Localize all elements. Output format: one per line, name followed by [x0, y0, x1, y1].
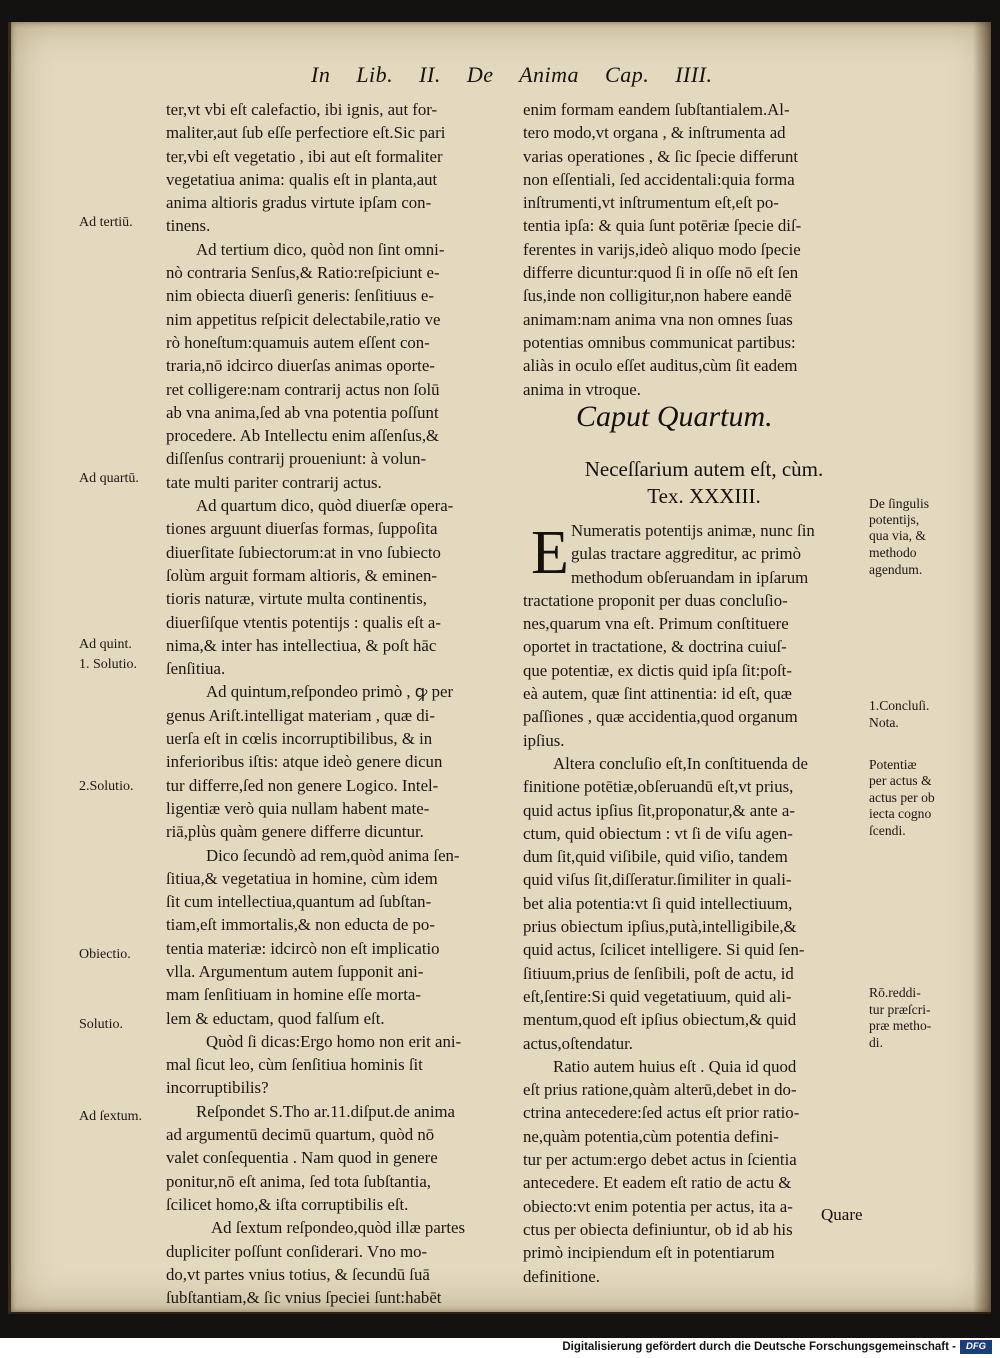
text-line: bet alia potentia:vt ſi quid intellectiuum,: [523, 893, 793, 913]
text-line: animam:nam anima vna non omnes ſuas: [523, 309, 793, 329]
text-line: ſitiuum,prius de ſenſibili, poſt de actu, id: [523, 963, 794, 983]
section-text-number: Tex. XXXIII.: [647, 484, 761, 508]
text-line: nim obiecta diuerſi generis: ſenſitiuus e-: [166, 286, 434, 306]
text-line: ſubſtantiam,& ſic vnius ſpeciei ſunt:habēt: [166, 1288, 442, 1308]
text-line: tinens.: [166, 216, 211, 236]
text-line: tero modo,vt organa , & inſtrumenta ad: [523, 123, 786, 143]
text-line: vegetatiua anima: qualis eſt in planta,aut: [166, 169, 438, 189]
book-page: [8, 22, 991, 1314]
text-line: Quòd ſi dicas:Ergo homo non erit ani-: [206, 1031, 462, 1051]
text-line: definitione.: [523, 1266, 600, 1286]
margin-note: Potentiæ: [869, 757, 917, 772]
text-line: quid viſus ſit,diſſeratur.ſimiliter in quali-: [523, 870, 792, 890]
text-line: anima in vtroque.: [523, 379, 641, 399]
text-line: nima,& inter has intellectiua, & poſt hāc: [166, 635, 437, 655]
text-line: dum ſit,quid viſibile, quid viſio, tandem: [523, 847, 788, 867]
text-line: obiecto:vt enim potentia per actus, ita a-: [523, 1196, 793, 1216]
margin-note: Solutio.: [79, 1017, 123, 1032]
text-line: Altera concluſio eſt,In conſtituenda de: [553, 753, 808, 773]
text-line: Numeratis potentijs animæ, nunc ſin: [571, 521, 815, 540]
text-line: non eſſentiali, ſed accidentali:quia forma: [523, 169, 795, 189]
margin-note: methodo: [869, 545, 917, 560]
text-line: vlla. Argumentum autem ſupponit ani-: [166, 961, 424, 981]
text-line: Reſpondet S.Tho ar.11.diſput.de anima: [196, 1101, 455, 1121]
right-column-bottom: [523, 519, 868, 1288]
text-line: mam ſenſitiuam in homine eſſe morta-: [166, 985, 421, 1005]
text-line: ctus per obiecta definiuntur, ob id ab his: [523, 1219, 793, 1239]
text-line: ctrina antecedere:ſed actus eſt prior ratio-: [523, 1103, 800, 1123]
margin-note: præ metho-: [869, 1018, 932, 1033]
margin-note: actus per ob: [869, 790, 935, 805]
text-line: nò contraria Senſus,& Ratio:reſpiciunt e-: [166, 263, 440, 283]
text-line: tioris naturæ, virtute multa continentis,: [166, 589, 428, 609]
text-line: nim appetitus reſpicit delectabile,ratio ve: [166, 309, 441, 329]
text-line: ſit cum intellectiua,quantum ad ſubſtan-: [166, 892, 432, 912]
margin-note: di.: [869, 1035, 883, 1050]
text-line: antecedere. Et eadem eſt ratio de actu &: [523, 1173, 792, 1193]
text-line: diuerſiſque vtentis potentijs : qualis eſt a-: [166, 612, 441, 632]
left-column: [166, 98, 521, 1309]
text-line: ponitur,nō eſt anima, ſed tota ſubſtantia,: [166, 1171, 431, 1191]
margin-note: Ad quartū.: [79, 471, 139, 486]
text-line: uerſa eſt in cœlis incorruptibilibus, & in: [166, 729, 433, 749]
text-line: ſus,inde non colligitur,non habere eandē: [523, 286, 792, 306]
margin-note: agendum.: [869, 562, 923, 577]
text-line: mal ſicut leo, cùm ſenſitiua hominis ſit: [166, 1055, 423, 1075]
margin-note: ſcendi.: [869, 823, 906, 838]
text-line: inſtrumenti,vt inſtrumentum eſt,eſt po-: [523, 193, 779, 213]
text-line: tentia ipſa: & quia ſunt potēriæ ſpecie diſ-: [523, 216, 802, 236]
margin-note: 1.Concluſi.: [869, 698, 930, 713]
section-heading-text: Neceſſarium autem eſt, cùm.: [584, 457, 824, 481]
text-line: Ad quintum,reſpondeo primò , ꝙ per: [206, 682, 454, 702]
text-line: diſſenſus contrarij proueniunt: à volun-: [166, 449, 427, 469]
text-line: riā,plùs quàm genere differre dicuntur.: [166, 822, 424, 842]
text-line: ipſius.: [523, 730, 565, 750]
margin-note: potentijs,: [869, 512, 920, 527]
text-line: mentum,quod eſt ipſius obiectum,& quid: [523, 1010, 797, 1030]
margin-note: Ad quint.: [79, 637, 132, 652]
text-line: eà autem, quæ ſint attinentia: id eſt, quæ: [523, 684, 792, 704]
text-line: enim formam eandem ſubſtantialem.Al-: [523, 100, 790, 119]
margin-note: iecta cogno: [869, 806, 932, 821]
text-line: prius obiectum ipſius,putà,intelligibile,&: [523, 917, 797, 937]
margin-note: tur præſcri-: [869, 1002, 931, 1017]
running-head: In Lib. II. De Anima Cap. IIII.: [311, 62, 713, 87]
text-line: ſcilicet homo,& iſta corruptibilis eſt.: [166, 1194, 409, 1214]
text-line: Ratio autem huius eſt . Quia id quod: [553, 1056, 797, 1076]
text-line: procedere. Ab Intellectu enim aſſenſus,&: [166, 426, 440, 446]
text-line: quid actus ipſius ſit,proponatur,& ante a-: [523, 800, 795, 820]
text-line: eſt prius ratione,quàm alterū,debet in do-: [523, 1080, 797, 1100]
text-line: ſitiua,& vegetatiua in homine, cùm idem: [166, 868, 438, 888]
text-line: tur per actum:ergo debet actus in ſcientia: [523, 1150, 797, 1170]
footer-text: Digitalisierung gefördert durch die Deutsche Forschungsgemeinschaft -: [562, 1341, 956, 1353]
text-line: primò incipiendum eſt in potentiarum: [523, 1243, 775, 1263]
margin-note: 1. Solutio.: [79, 657, 137, 672]
text-line: paſſiones , quæ accidentia,quod organum: [523, 707, 798, 727]
margin-note: Rō.reddi-: [869, 985, 921, 1000]
text-line: lem & eductam, quod falſum eſt.: [166, 1008, 385, 1028]
text-line: Dico ſecundò ad rem,quòd anima ſen-: [206, 845, 460, 865]
text-line: do,vt partes vnius totius, & ſecundū ſuā: [166, 1264, 430, 1284]
text-line: tentia materiæ: idcircò non eſt implicatio: [166, 938, 440, 958]
text-line: ferentes in varijs,ideò aliquo modo ſpecie: [523, 239, 801, 259]
text-line: finitione potētiæ,obſeruandū eſt,vt prius,: [523, 777, 794, 797]
margin-note: Nota.: [869, 715, 899, 730]
text-line: ligentiæ verò quia nullam habent mate-: [166, 798, 430, 818]
text-line: ſolùm arguit formam altioris, & eminen-: [166, 565, 437, 585]
text-line: potentias omnibus communicat partibus:: [523, 332, 796, 352]
text-line: varias operationes , & ſic ſpecie differunt: [523, 146, 799, 166]
text-line: eſt,ſentire:Si quid vegetatiuum, quid ali-: [523, 986, 792, 1006]
text-line: tate multi pariter contrarij actus.: [166, 472, 382, 492]
text-line: oportet in tractatione, & doctrina cuiuſ-: [523, 637, 787, 657]
text-line: ret colligere:nam contrarij actus non ſolū: [166, 379, 440, 399]
text-line: aliàs in oculo eſſet auditus,cùm ſit eadem: [523, 356, 798, 376]
text-line: que potentiæ, ex dictis quid ipſa ſit:poſt-: [523, 660, 792, 680]
margin-note: De ſingulis: [869, 496, 930, 511]
text-line: genus Ariſt.intelligat materiam , quæ di-: [166, 705, 435, 725]
text-line: tur differre,ſed non genere Logico. Intel-: [166, 775, 439, 795]
margin-note: Obiectio.: [79, 947, 131, 962]
text-line: ctum, quid obiectum : vt ſi de viſu agen-: [523, 823, 793, 843]
text-line: nes,quarum vna eſt. Primum conſtituere: [523, 614, 789, 634]
text-line: Ad ſextum reſpondeo,quòd illæ partes: [211, 1218, 466, 1238]
section-heading: [534, 456, 874, 510]
catchword: Quare: [821, 1205, 863, 1224]
text-line: maliter,aut ſub eſſe perfectiore eſt.Sic pari: [166, 123, 446, 143]
text-line: incorruptibilis?: [166, 1078, 269, 1098]
margin-note: per actus &: [869, 773, 932, 788]
text-line: rò honeſtum:quamuis autem eſſent con-: [166, 332, 430, 352]
text-line: Ad quartum dico, quòd diuerſæ opera-: [196, 496, 454, 516]
text-line: valet conſequentia . Nam quod in genere: [166, 1148, 438, 1168]
text-line: ab vna anima,ſed ab vna potentia poſſunt: [166, 402, 439, 422]
margin-note: qua via, &: [869, 528, 927, 543]
text-line: ad argumentū decimū quartum, quòd nō: [166, 1125, 435, 1145]
right-column-top: [523, 98, 868, 401]
text-line: ter,vbi eſt vegetatio , ibi aut eſt formaliter: [166, 146, 443, 166]
text-line: diuerſitate ſubiectorum:at in vno ſubiecto: [166, 542, 441, 562]
text-line: traria,nō idcirco diuerſas animas oporte-: [166, 356, 435, 376]
text-line: methodum obſeruandam in ipſarum: [571, 567, 809, 587]
text-line: actus,oſtendatur.: [523, 1033, 633, 1053]
chapter-title: Caput Quartum.: [576, 400, 773, 433]
text-line: inferioribus iſtis: atque ideò genere dicun: [166, 752, 443, 772]
text-line: differre dicuntur:quod ſi in oſſe nō eſt ſen: [523, 263, 799, 283]
text-line: Ad tertium dico, quòd non ſint omni-: [196, 239, 445, 259]
text-line: quid actus, ſcilicet intelligere. Si quid ſen-: [523, 940, 805, 960]
dfg-logo: DFG: [960, 1340, 992, 1354]
text-line: anima altioris gradus virtute ipſam con-: [166, 193, 432, 213]
text-line: dupliciter poſſunt conſiderari. Vno mo-: [166, 1241, 428, 1261]
margin-note: Ad ſextum.: [79, 1109, 142, 1124]
text-line: tiam,eſt immortalis,& non educta de po-: [166, 915, 435, 935]
margin-note: 2.Solutio.: [79, 779, 134, 794]
text-line: tiones arguunt diuerſas formas, ſuppoſita: [166, 519, 438, 539]
text-line: ter,vt vbi eſt calefactio, ibi ignis, aut for-: [166, 100, 438, 119]
text-line: tractatione proponit per duas concluſio-: [523, 590, 788, 610]
margin-note: Ad tertiū.: [79, 215, 133, 230]
text-line: ne,quàm potentia,cùm potentia defini-: [523, 1126, 779, 1146]
text-line: gulas tractare aggreditur, ac primò: [571, 544, 801, 564]
drop-cap: E: [531, 519, 569, 587]
text-line: ſenſitiua.: [166, 659, 226, 679]
